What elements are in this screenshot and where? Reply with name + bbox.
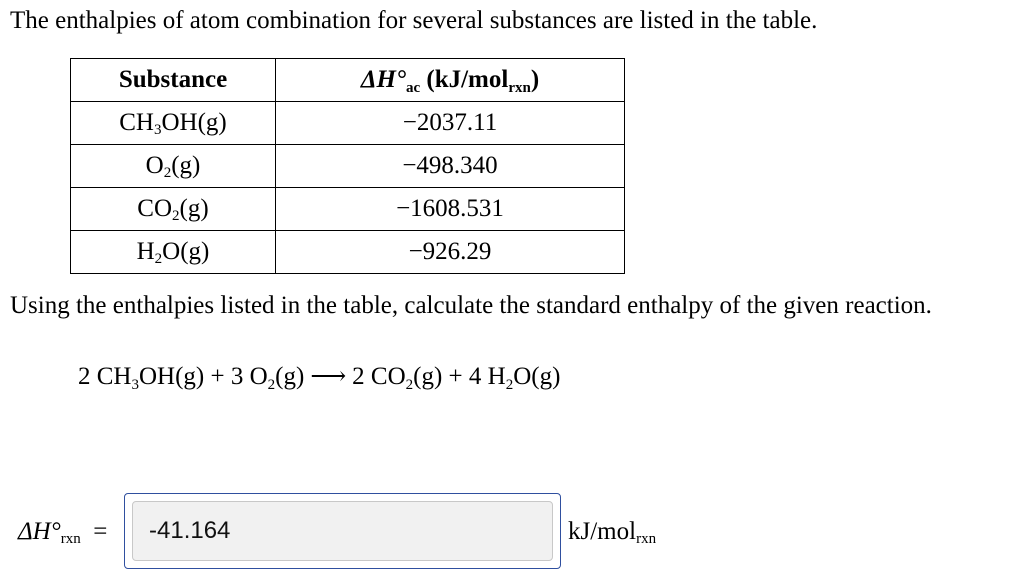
- table-row: [71, 145, 625, 188]
- unit-sub: rxn: [636, 531, 657, 547]
- formula-sub: 3: [153, 122, 162, 138]
- formula-part: CH: [119, 109, 154, 136]
- header-substance: Substance: [71, 59, 276, 102]
- reaction-arrow-icon: ⟶: [310, 363, 347, 390]
- substance-cell: [71, 102, 276, 145]
- answer-rxn-sub: rxn: [60, 531, 81, 547]
- table-header-row: [71, 59, 625, 102]
- eq-sub: 2: [267, 377, 276, 393]
- formula-part: OH(g): [161, 109, 227, 136]
- value-cell: −498.340: [276, 145, 625, 188]
- answer-field-wrapper: [124, 493, 561, 569]
- eq-part: (g): [275, 363, 305, 390]
- eq-part: 2 CO: [352, 363, 406, 390]
- header-units-sub: rxn: [508, 80, 531, 96]
- header-enthalpy: [276, 59, 625, 102]
- table-row: [71, 231, 625, 274]
- eq-sub: 3: [131, 377, 139, 393]
- formula-part: H: [136, 238, 155, 265]
- formula-part: (g): [171, 152, 201, 179]
- header-delta-h: ΔH°: [360, 66, 406, 93]
- value-cell: −2037.11: [276, 102, 625, 145]
- enthalpy-table: [70, 58, 625, 274]
- eq-sub: 2: [505, 377, 514, 393]
- formula-sub: 2: [154, 251, 163, 267]
- eq-part: (g) + 4 H: [413, 363, 506, 390]
- value-cell: −926.29: [276, 231, 625, 274]
- unit-main: kJ/mol: [568, 518, 637, 545]
- header-units-close: ): [530, 66, 540, 93]
- header-ac-sub: ac: [405, 80, 421, 96]
- answer-unit: [568, 518, 656, 546]
- eq-sub: 2: [405, 377, 414, 393]
- formula-sub: 2: [172, 208, 180, 224]
- value-cell: −1608.531: [276, 188, 625, 231]
- intro-text: The enthalpies of atom combination for several substances are listed in the table.: [10, 7, 818, 34]
- eq-part: O(g): [513, 363, 561, 390]
- table-row: [71, 188, 625, 231]
- table-row: [71, 102, 625, 145]
- formula-part: CO: [137, 195, 173, 222]
- answer-input[interactable]: [132, 501, 553, 561]
- question-text: Using the enthalpies listed in the table, calculate the standard enthalpy of the given reaction.: [10, 292, 932, 319]
- substance-cell: [71, 231, 276, 274]
- formula-sub: 2: [163, 165, 172, 181]
- header-units-open: (kJ/mol: [420, 66, 509, 93]
- answer-label: [18, 518, 107, 546]
- formula-part: O(g): [162, 238, 210, 265]
- equals-sign: =: [93, 518, 108, 545]
- eq-part: 2 CH: [78, 363, 132, 390]
- reaction-equation: [78, 361, 560, 391]
- substance-cell: [71, 145, 276, 188]
- substance-cell: [71, 188, 276, 231]
- formula-part: O: [145, 152, 164, 179]
- answer-delta-h: ΔH°: [18, 518, 61, 545]
- eq-part: OH(g) + 3 O: [138, 363, 268, 390]
- formula-part: (g): [179, 195, 209, 222]
